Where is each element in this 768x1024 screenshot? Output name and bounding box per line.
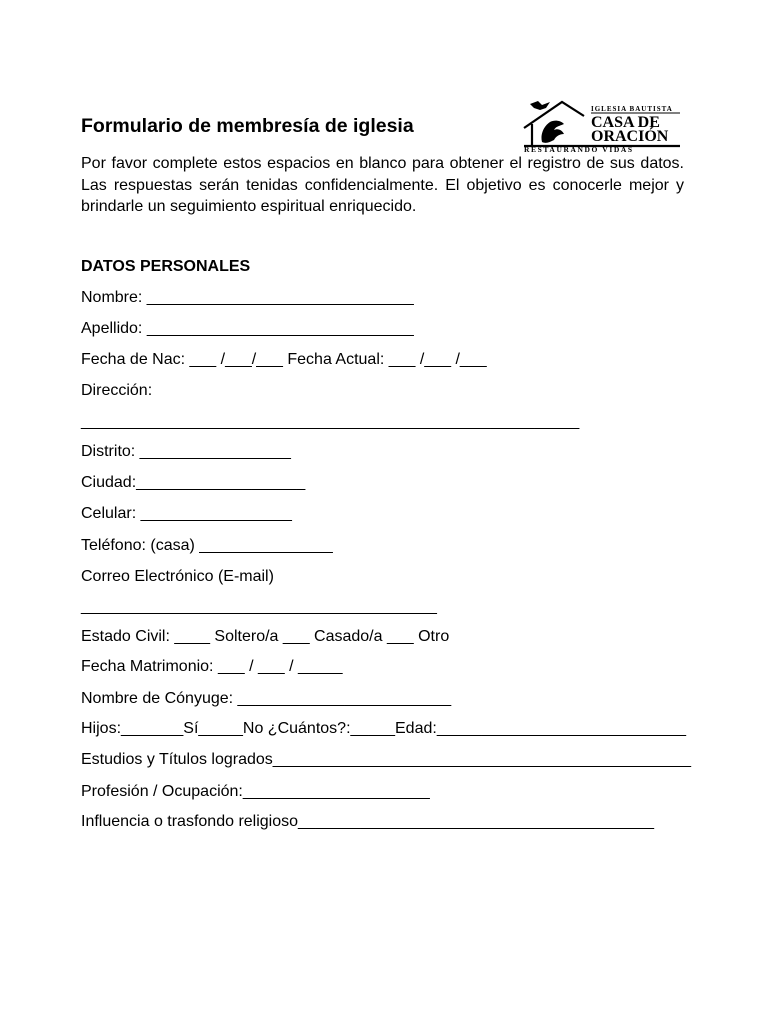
dove-icon [530,101,550,110]
intro-paragraph: Por favor complete estos espacios en blanco para obtener el registro de sus datos. Las respuestas serán tenidas confidencialmente. El objetivo es conocerle mejor y brindarle un seguimiento espiritual enriquecido. [81,155,684,215]
field-estudios[interactable]: Estudios y Títulos logrados_______________________________________________ [81,751,692,768]
field-estado-civil[interactable]: Estado Civil: ____ Soltero/a ___ Casado/a ___ Otro [81,628,450,645]
field-hijos[interactable]: Hijos:_______Sí_____No ¿Cuántos?:_____Edad:____________________________ [81,720,686,737]
field-ciudad[interactable]: Ciudad:___________________ [81,474,306,491]
field-fechas[interactable]: Fecha de Nac: ___ /___/___ Fecha Actual: ___ /___ /___ [81,351,487,368]
logo-line1: CASA DE [591,114,660,131]
field-telefono[interactable]: Teléfono: (casa) _______________ [81,537,333,554]
field-correo-line[interactable]: ________________________________________ [81,598,437,615]
field-apellido[interactable]: Apellido: ______________________________ [81,320,414,337]
field-nombre[interactable]: Nombre: ______________________________ [81,289,414,306]
field-fecha-matrimonio[interactable]: Fecha Matrimonio: ___ / ___ / _____ [81,658,343,675]
church-logo [520,96,684,152]
field-profesion[interactable]: Profesión / Ocupación:_____________________ [81,783,430,800]
logo-line2: ORACIÓN [591,128,669,145]
field-direccion-label: Dirección: [81,382,153,399]
logo-tagline: RESTAURANDO VIDAS [524,145,634,152]
field-correo-label: Correo Electrónico (E-mail) [81,568,274,585]
field-influencia[interactable]: Influencia o trasfondo religioso________________________________________ [81,813,654,830]
field-conyuge[interactable]: Nombre de Cónyuge: ________________________ [81,690,452,707]
praying-hands-icon [541,121,564,143]
field-direccion-line[interactable]: ________________________________________________________ [81,413,580,430]
field-celular[interactable]: Celular: _________________ [81,505,292,522]
section-title: DATOS PERSONALES [81,258,251,275]
logo-top-text: IGLESIA BAUTISTA [591,105,673,113]
form-title: Formulario de membresía de iglesia [81,115,414,137]
field-distrito[interactable]: Distrito: _________________ [81,443,291,460]
